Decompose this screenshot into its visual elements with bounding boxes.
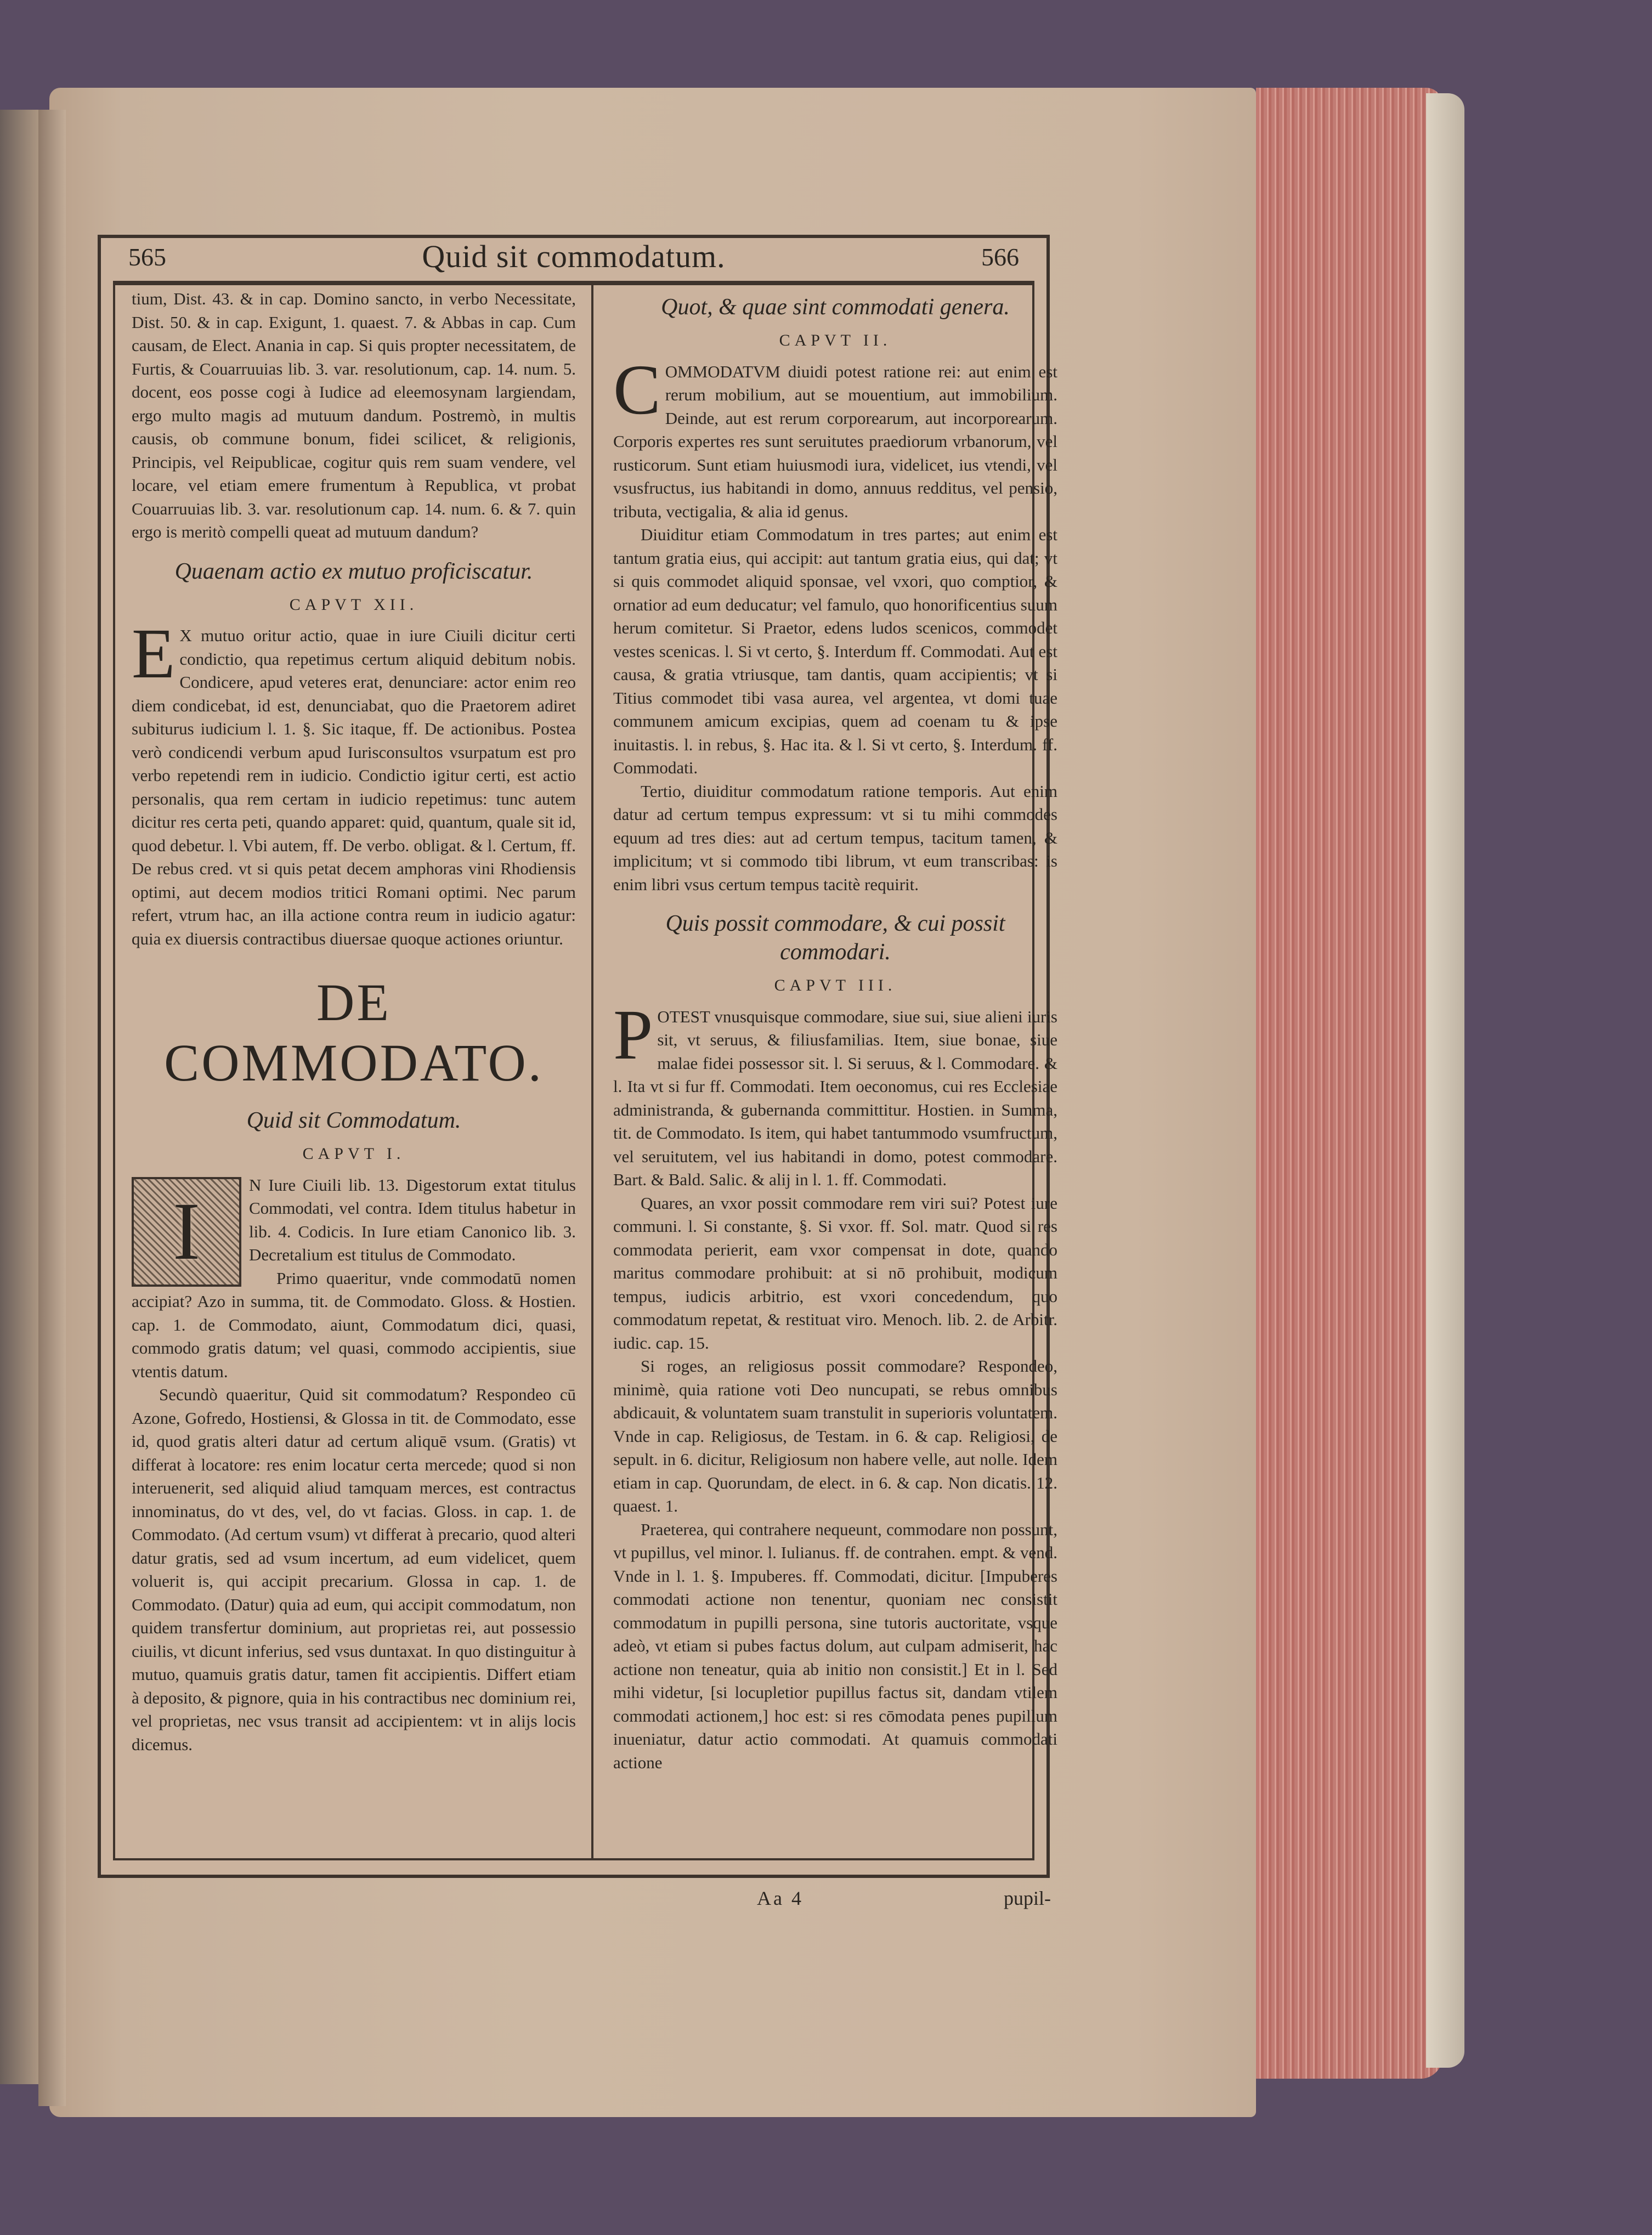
- drop-capital: C: [613, 350, 661, 429]
- paragraph-text: X mutuo oritur actio, quae in iure Ciuili dicitur certi condictio, qua repetimus certum aliquid debitum nobis. Condicere, apud veteres erat, denunciare: actor enim reo diem condicebat, id est, denunciabat, quo die Praetorem adiret subiturus iudicium l. 1. §. Sic itaque, ff. De actionibus. Postea verò condicendi verbum apud Iurisconsultos vsurpatum est pro verbo repetendi rem in iudicio. Condictio igitur certi, est actio personalis, qua rem certam in iudicio repetimus: tunc autem dicitur res certa peti, quando apparet: quid, quantum, quale sit id, quod debetur. l. Vbi autem, ff. De verbo. obligat. & l. Certum, ff. De rebus cred. vt si quis petat decem amphoras vini Rhodiensis optimi, aut decem modios tritici Romani optimi. Nec parum refert, vtrum hac, an illa actione contra reum in iudicio agatur: quia ex diuersis contractibus diuersae quoque actiones oriuntur.: [132, 626, 576, 948]
- body-paragraph: Si roges, an religiosus possit commodare? Respondeo, minimè, quia ratione voti Deo nuncupati, se rebus omnibus abdicauit, & voluntatem suam transtulit in superioris voluntatem. Vnde in cap. Religiosus, de Testam. in 6. & cap. Religiosi, de sepult. in 6. dicitur, Religiosum non habere velle, aut nolle. Idem etiam in cap. Quorundam, de elect. in 6. & cap. Non dicatis. 12. quaest. 1.: [613, 1356, 1057, 1515]
- body-paragraph: [613, 350, 1057, 524]
- left-intro-paragraph: tium, Dist. 43. & in cap. Domino sancto, in verbo Necessitate, Dist. 50. & in cap. Exigunt, 1. quaest. 7. & Abbas in cap. Cum causam, de Elect. Anania in cap. Si quis propter necessitatem, de Furtis, & Couarruuias lib. 3. var. resolutionum, cap. 14. num. 5. docent, eos posse cogi à Iudice ad eleemosynam largiendam, ergo multo magis ad mutuum dandum. Postremò, in multis causis, ob commune bonum, fidei scilicet, & religionis, Principis, vel Reipublicae, cogitur quis rem suam vendere, vel locare, vel etiam emere frumentum à Republica, vt probat Couarruuias lib. 3. var. resolutionum cap. 14. num. 6. & 7. quin ergo is meritò compelli queat ad mutuum dandum?: [132, 289, 576, 541]
- body-paragraph: [132, 614, 576, 950]
- right-column: [613, 287, 1057, 1774]
- chapter-heading: Quid sit Commodatum.: [246, 1108, 461, 1133]
- drop-capital: P: [613, 995, 653, 1074]
- page-block-edges: [1256, 88, 1442, 2079]
- paragraph-text: N Iure Ciuili lib. 13. Digestorum extat titulus Commodati, vel contra. Idem titulus habetur in lib. 4. Codicis. In Iure etiam Canonico lib. 3. Decretalium est titulus de Commodato.: [249, 1175, 576, 1264]
- catchword: pupil-: [1004, 1887, 1051, 1909]
- body-paragraph: [132, 1174, 576, 1277]
- chapter-heading: Quaenam actio ex mutuo proficiscatur.: [174, 558, 533, 584]
- chapter-heading: Quot, & quae sint commodati genera.: [661, 295, 1010, 320]
- body-paragraph: Quares, an vxor possit commodare rem viri sui? Potest iure communi. l. Si constante, §. Si vxor. ff. Sol. matr. Quod si res commodata perierit, eam vxor compensat in dote, quando maritus commodare prohibuit: at si nō prohibuit, modicum tempus, iudicis arbitrio, est vxori concedendum, quo commodatum repetat, & restituat viro. Menoch. lib. 2. de Arbitr. iudic. cap. 15.: [613, 1193, 1057, 1353]
- body-paragraph: Primo quaeritur, vnde commodatū nomen accipiat? Azo in summa, tit. de Commodato. Gloss. & Hostien. cap. 1. de Commodato, aiunt, Commodatum dici, quasi, commodo gratis datum; vel quasi, commodo accipientis, siue vtentis datum.: [132, 1268, 576, 1381]
- page-number-right: 566: [981, 243, 1019, 271]
- initial-letter: I: [173, 1185, 200, 1277]
- column-rule: [591, 283, 593, 1858]
- chapter-heading: Quis possit commodare, & cui possit commodari.: [665, 911, 1005, 965]
- text-area: [113, 281, 1057, 1860]
- chapter-number: CAPVT XII.: [289, 595, 418, 614]
- page-number-left: 565: [128, 243, 166, 271]
- book-cover-edge: [1426, 93, 1464, 2068]
- chapter-number: CAPVT III.: [774, 976, 897, 994]
- paragraph-text: OTEST vnusquisque commodare, siue sui, siue alieni iuris sit, vt seruus, & filiusfamilias. Item, siue bonae, siue malae fidei possessor sit. l. Si seruus, & l. Commodare. & l. Ita vt si fur ff. Commodati. Item oeconomus, cui res Ecclesiae administranda, & gubernanda committitur. Hostien. in Summa, tit. de Commodato. Is item, qui habet tantummodo vsumfructum, vel seruitutem, vel ius habitandi in domo, potest commodare. Bart. & Bald. Salic. & alij in l. 1. ff. Commodati.: [613, 1006, 1057, 1189]
- book-gutter: [38, 110, 66, 2106]
- ornamented-initial: [132, 1177, 241, 1287]
- body-paragraph: Tertio, diuiditur commodatum ratione temporis. Aut enim datur ad certum tempus expressum: vt si tu mihi commodes equum ad tres dies: aut ad certum tempus, tacitum tamen, & implicitum; vt si commodo tibi librum, vt eum transcribas: is enim libri vsus certum tempus tacitè requirit.: [613, 781, 1057, 894]
- paragraph-text: OMMODATVM diuidi potest ratione rei: aut enim est rerum mobilium, aut se mouentium, aut immobilium. Deinde, aut est rerum corporearum, aut incorporearum. Corporis expertes res sunt seruitutes praediorum vrbanorum, vel rusticorum. Sunt etiam huiusmodi iura, videlicet, ius vtendi, vel vsusfructus, ius habitandi in domo, annuus redditus, vel pensio, tributa, vectigalia, & alia id genus.: [613, 361, 1057, 521]
- section-title: DE COMMODATO.: [164, 973, 544, 1092]
- body-paragraph: Diuiditur etiam Commodatum in tres partes; aut enim est tantum gratia eius, qui accipit: aut tantum gratia eius, qui dat; vt si quis commodet aliquid sponsae, vel vxori, quo comptior, & ornatior ad eum deducatur; vel famulo, quo honorificentius suum herum comitetur. Si Praetor, edens ludos scenicos, commodet vestes scenicas. l. Si vt certo, §. Interdum ff. Commodati. Aut est causa, & gratia vtriusque, tam dantis, quam accipientis; vt si Titius commodet tibi vasa aurea, vel argentea, vt domi tuae communem amicum excipias, quem ad coenam tu & ipse inuitastis. l. in rebus, §. Hac ita. & l. Si vt certo, §. Interdum. ff. Commodati.: [613, 525, 1057, 777]
- drop-capital: E: [132, 614, 176, 693]
- left-column: [132, 287, 576, 1756]
- body-paragraph: Praeterea, qui contrahere nequeunt, commodare non possunt, vt pupillus, vel minor. l. Iulianus. ff. de contrahen. empt. & vend. Vnde in l. 1. §. Impuberes. ff. Commodati, dicitur. [Impuberes commodati actione non tenentur, quoniam nec consistit commodatum in pupilli persona, sine tutoris auctoritate, vsque adeò, vt etiam si pubes factus dolum, aut culpam admiserit, hac actione non teneatur, quia ab initio non consistit.] Et in l. Sed mihi videtur, [si locupletior pupillus factus sit, dandam vtilem commodati actionem,] hoc est: si res cōmodata penes pupillum inueniatur, datur actio commodati. At quamuis commodati actione: [613, 1519, 1057, 1772]
- text-frame: [98, 235, 1057, 1878]
- running-title: Quid sit commodatum.: [422, 239, 726, 274]
- body-paragraph: [613, 995, 1057, 1192]
- body-paragraph: Secundò quaeritur, Quid sit commodatum? Respondeo cū Azone, Gofredo, Hostiensi, & Glossa in tit. de Commodato, esse id, quod gratis alteri datur ad certum aliquē vsum. (Gratis) vt differat à locatore: res enim locatur certa mercede; quod si non interuenerit, sed aliquid aliud tamquam merces, est contractus innominatus, do vt des, vel, do vt facias. Gloss. in cap. 1. de Commodato. (Ad certum vsum) vt differat à precario, quod alteri datur gratis, sed ad vsum incertum, ad eum videlicet, quem voluerit is, qui accipit precarium. Glossa in cap. 1. de Commodato. (Datur) quia ad eum, qui accipit commodatum, non quidem transfertur dominium, aut proprietas rei, aut possessio ciuilis, vt dicunt inferius, sed vsus duntaxat. In quo distinguitur à mutuo, quamuis gratis datur, tamen fit accipientis. Differt etiam à deposito, & pignore, quia in his contractibus nec dominium rei, vel proprietas, nec vsus transit ad accipientem: vt in alijs locis dicemus.: [132, 1385, 576, 1754]
- signature-mark: Aa 4: [757, 1887, 804, 1909]
- chapter-number: CAPVT I.: [302, 1145, 405, 1163]
- header-rule: [115, 283, 1032, 285]
- chapter-number: CAPVT II.: [779, 331, 892, 349]
